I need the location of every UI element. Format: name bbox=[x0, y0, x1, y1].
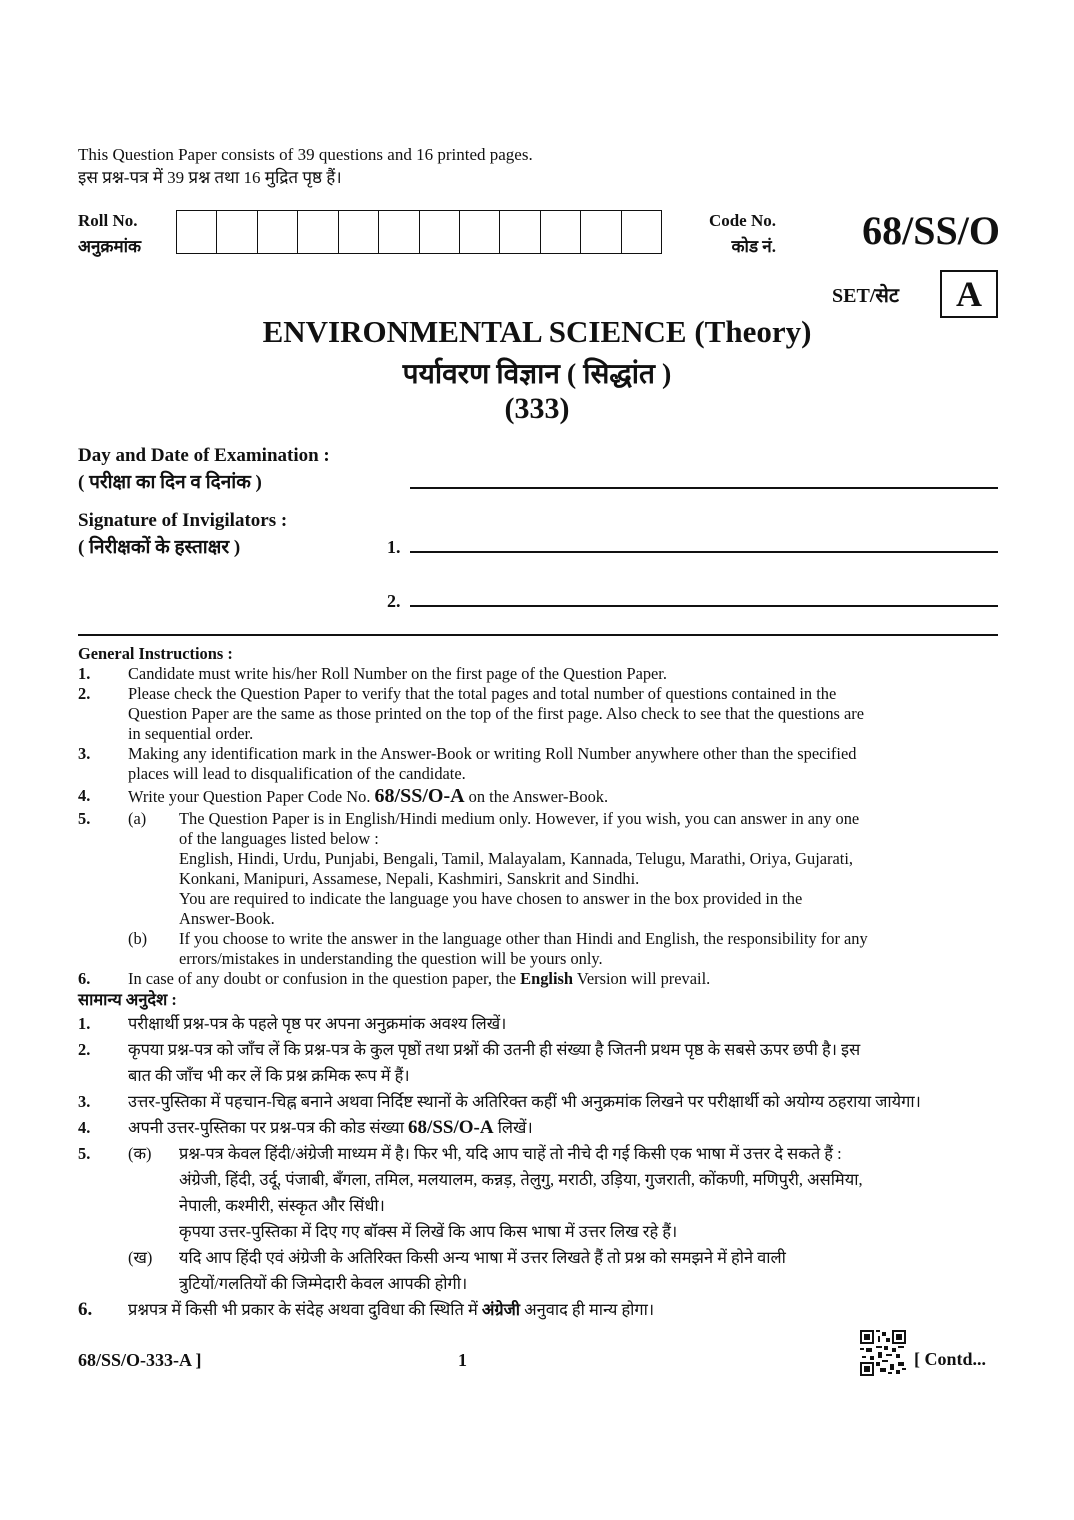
instruction-6 bbox=[128, 969, 998, 989]
qr-code-icon bbox=[860, 1330, 906, 1376]
roll-digit-box[interactable] bbox=[339, 211, 379, 253]
hindi-instruction-4-text: लिखें। bbox=[497, 1118, 533, 1137]
code-label-en: Code No. bbox=[708, 211, 776, 230]
invigilator-label-en: Signature of Invigilators : bbox=[78, 510, 288, 531]
instruction-4 bbox=[128, 784, 998, 809]
signature-2-line[interactable] bbox=[410, 605, 998, 607]
instruction-5a-line: Answer-Book. bbox=[179, 909, 275, 928]
section-divider bbox=[78, 634, 998, 636]
instructions-heading-en: General Instructions : bbox=[78, 644, 233, 663]
instruction-6-text: In case of any doubt or confusion in the question paper, the bbox=[128, 969, 517, 988]
instruction-5a-line: of the languages listed below : bbox=[179, 829, 379, 848]
instruction-number: 3. bbox=[78, 1092, 91, 1111]
exam-date-line[interactable] bbox=[410, 487, 998, 489]
instruction-number: 1. bbox=[78, 1014, 91, 1033]
signature-2-number: 2. bbox=[387, 591, 401, 611]
roll-digit-box[interactable] bbox=[500, 211, 540, 253]
sub-item-letter: (a) bbox=[128, 809, 147, 828]
invigilator-signature-label bbox=[78, 507, 287, 561]
hindi-instruction-6-bold: अंग्रेजी bbox=[481, 1300, 521, 1319]
instruction-2-line: Please check the Question Paper to verify that the total pages and total number of questions contained in the bbox=[128, 684, 837, 703]
instruction-2-line: Question Paper are the same as those printed on the top of the first page. Also check to see that the questions are bbox=[128, 704, 865, 723]
hindi-instruction-2-line: कृपया प्रश्न-पत्र को जाँच लें कि प्रश्न-पत्र के कुल पृष्ठों तथा प्रश्नों की उतनी ही संख्या है जितनी प्रथम पृष्ठ के सबसे ऊपर छपी है। इस bbox=[128, 1040, 861, 1059]
invigilator-label-hi: ( निरीक्षकों के हस्ताक्षर ) bbox=[78, 537, 241, 558]
sub-item-letter: (क) bbox=[128, 1144, 152, 1163]
roll-digit-box[interactable] bbox=[460, 211, 500, 253]
continued-marker: [ Contd... bbox=[914, 1349, 987, 1369]
hindi-instruction-6-text: अनुवाद ही मान्य होगा। bbox=[524, 1300, 655, 1319]
hindi-instruction-4 bbox=[128, 1115, 998, 1141]
subject-title-english: ENVIRONMENTAL SCIENCE (Theory) bbox=[262, 314, 812, 349]
instruction-5a-line: English, Hindi, Urdu, Punjabi, Bengali, Tamil, Malayalam, Kannada, Telugu, Marathi, Oriya, Gujarati, bbox=[179, 849, 853, 868]
instruction-4-text: on the Answer-Book. bbox=[468, 787, 609, 806]
instruction-5a-line: Konkani, Manipuri, Assamese, Nepali, Kashmiri, Sanskrit and Sindhi. bbox=[179, 869, 640, 888]
roll-number-boxes[interactable] bbox=[176, 210, 662, 254]
page-count-hindi: इस प्रश्न-पत्र में 39 प्रश्न तथा 16 मुद्रित पृष्ठ हैं। bbox=[78, 168, 342, 187]
roll-digit-box[interactable] bbox=[177, 211, 217, 253]
roll-number-label bbox=[78, 208, 141, 260]
roll-digit-box[interactable] bbox=[541, 211, 581, 253]
hindi-instruction-3: उत्तर-पुस्तिका में पहचान-चिह्न बनाने अथवा निर्दिष्ट स्थानों के अतिरिक्त कहीं भी अनुक्रमांक लिखने पर परीक्षार्थी को अयोग्य ठहराया जायेगा। bbox=[128, 1092, 921, 1111]
instruction-number: 4. bbox=[78, 786, 91, 805]
sub-item-letter: (b) bbox=[128, 929, 148, 948]
instruction-2-line: in sequential order. bbox=[128, 724, 254, 743]
instruction-3-line: places will lead to disqualification of the candidate. bbox=[128, 764, 466, 783]
instruction-number: 3. bbox=[78, 744, 91, 763]
hindi-instruction-5b-line: यदि आप हिंदी एवं अंग्रेजी के अतिरिक्त किसी अन्य भाषा में उत्तर लिखते हैं तो प्रश्न को समझने में होने वाली bbox=[179, 1248, 786, 1267]
exam-date-label-en: Day and Date of Examination : bbox=[78, 445, 330, 466]
page-number: 1 bbox=[458, 1350, 467, 1370]
code-number-value: 68/SS/O bbox=[862, 208, 1000, 253]
hindi-instruction-5b-line: त्रुटियों/गलतियों की जिम्मेदारी केवल आपकी होगी। bbox=[179, 1274, 468, 1293]
instruction-1: Candidate must write his/her Roll Number on the first page of the Question Paper. bbox=[128, 664, 667, 683]
hindi-instruction-6 bbox=[128, 1297, 998, 1323]
set-value-box: A bbox=[940, 270, 998, 318]
roll-label-hi: अनुक्रमांक bbox=[78, 237, 142, 256]
instructions-heading-hi: सामान्य अनुदेश : bbox=[78, 990, 177, 1009]
instruction-3-line: Making any identification mark in the Answer-Book or writing Roll Number anywhere other than the specified bbox=[128, 744, 857, 763]
instruction-4-text: Write your Question Paper Code No. bbox=[128, 787, 371, 806]
hindi-instruction-4-code: 68/SS/O-A bbox=[408, 1117, 494, 1138]
instruction-number: 1. bbox=[78, 664, 91, 683]
hindi-instruction-6-text: प्रश्नपत्र में किसी भी प्रकार के संदेह अथवा दुविधा की स्थिति में bbox=[128, 1300, 478, 1319]
instruction-5a-line: You are required to indicate the language you have chosen to answer in the box provided in the bbox=[179, 889, 803, 908]
instruction-5b-line: If you choose to write the answer in the language other than Hindi and English, the responsibility for any bbox=[179, 929, 868, 948]
general-instructions bbox=[78, 644, 998, 1323]
signature-1-number: 1. bbox=[387, 537, 401, 557]
signature-1-line[interactable] bbox=[410, 551, 998, 553]
instruction-number: 4. bbox=[78, 1118, 91, 1137]
roll-digit-box[interactable] bbox=[581, 211, 621, 253]
hindi-instruction-4-text: अपनी उत्तर-पुस्तिका पर प्रश्न-पत्र की कोड संख्या bbox=[128, 1118, 404, 1137]
set-label: SET/सेट bbox=[832, 285, 899, 307]
hindi-instruction-5a-line: कृपया उत्तर-पुस्तिका में दिए गए बॉक्स में लिखें कि आप किस भाषा में उत्तर लिख रहे हैं। bbox=[179, 1222, 678, 1241]
roll-digit-box[interactable] bbox=[298, 211, 338, 253]
hindi-instruction-5a-line: नेपाली, कश्मीरी, संस्कृत और सिंधी। bbox=[179, 1196, 385, 1215]
instruction-number: 2. bbox=[78, 684, 91, 703]
instruction-5b-line: errors/mistakes in understanding the question will be yours only. bbox=[179, 949, 603, 968]
footer-paper-code: 68/SS/O-333-A ] bbox=[78, 1350, 202, 1370]
hindi-instruction-5a-line: प्रश्न-पत्र केवल हिंदी/अंग्रेजी माध्यम में है। फिर भी, यदि आप चाहें तो नीचे दी गई किसी एक भाषा में उत्तर दे सकते हैं : bbox=[179, 1144, 842, 1163]
roll-digit-box[interactable] bbox=[379, 211, 419, 253]
exam-date-label bbox=[78, 442, 330, 496]
instruction-number: 6. bbox=[78, 1299, 93, 1320]
exam-date-label-hi: ( परीक्षा का दिन व दिनांक ) bbox=[78, 472, 262, 493]
instruction-number: 5. bbox=[78, 1144, 91, 1163]
instruction-4-code: 68/SS/O-A bbox=[374, 785, 465, 807]
sub-item-letter: (ख) bbox=[128, 1248, 153, 1267]
instruction-5a-line: The Question Paper is in English/Hindi medium only. However, if you wish, you can answer in any one bbox=[179, 809, 860, 828]
hindi-instruction-1: परीक्षार्थी प्रश्न-पत्र के पहले पृष्ठ पर अपना अनुक्रमांक अवश्य लिखें। bbox=[128, 1014, 507, 1033]
code-label-hi: कोड नं. bbox=[731, 237, 776, 256]
roll-digit-box[interactable] bbox=[420, 211, 460, 253]
hindi-instruction-2-line: बात की जाँच भी कर लें कि प्रश्न क्रमिक रूप में हैं। bbox=[128, 1066, 410, 1085]
roll-label-en: Roll No. bbox=[78, 211, 138, 230]
subject-title-hindi: पर्यावरण विज्ञान ( सिद्धांत ) bbox=[402, 359, 672, 390]
instruction-number: 5. bbox=[78, 809, 91, 828]
code-number-label bbox=[640, 208, 776, 260]
roll-digit-box[interactable] bbox=[258, 211, 298, 253]
instruction-number: 2. bbox=[78, 1040, 91, 1059]
instruction-6-text: Version will prevail. bbox=[576, 969, 711, 988]
instruction-6-bold: English bbox=[520, 969, 574, 988]
page-count-english: This Question Paper consists of 39 questions and 16 printed pages. bbox=[78, 145, 533, 164]
subject-code: (333) bbox=[504, 392, 570, 425]
roll-digit-box[interactable] bbox=[217, 211, 257, 253]
instruction-number: 6. bbox=[78, 969, 91, 988]
hindi-instruction-5a-line: अंग्रेजी, हिंदी, उर्दू, पंजाबी, बँगला, तमिल, मलयालम, कन्नड़, तेलुगु, मराठी, उड़िया, गुजराती, कोंकणी, मणिपुरी, असमिया, bbox=[179, 1170, 863, 1189]
